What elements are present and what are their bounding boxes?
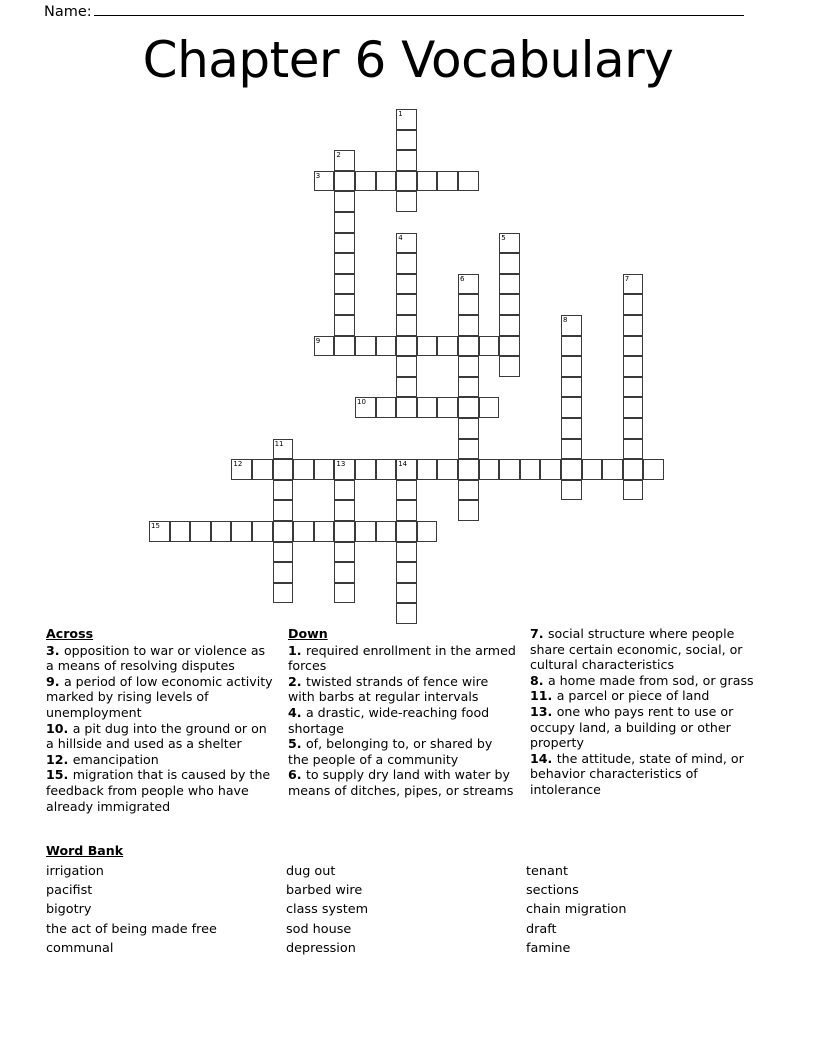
crossword-cell[interactable]	[437, 459, 458, 480]
crossword-cell[interactable]	[396, 315, 417, 336]
down-clue-list-part1	[288, 643, 516, 799]
crossword-cell[interactable]	[334, 294, 355, 315]
clue-item	[46, 767, 274, 814]
crossword-cell[interactable]	[623, 439, 644, 460]
crossword-cell[interactable]	[623, 377, 644, 398]
crossword-cell[interactable]	[417, 459, 438, 480]
clue-text: twisted strands of fence wire with barbs at regular intervals	[288, 673, 489, 705]
clue-item	[288, 705, 516, 736]
crossword-cell[interactable]	[582, 459, 603, 480]
crossword-cell[interactable]	[334, 212, 355, 233]
crossword-cell[interactable]	[458, 480, 479, 501]
crossword-cell[interactable]	[417, 171, 438, 192]
word-bank-word: pacifist	[46, 883, 93, 899]
crossword-cell[interactable]	[252, 521, 273, 542]
cell-number: 9	[315, 336, 321, 345]
crossword-cell[interactable]	[499, 274, 520, 295]
crossword-cell[interactable]	[417, 397, 438, 418]
clue-item	[530, 704, 758, 751]
crossword-cell[interactable]	[334, 336, 355, 357]
word-bank-column	[286, 862, 526, 958]
crossword-cell[interactable]	[623, 397, 644, 418]
crossword-cell[interactable]	[273, 521, 294, 542]
crossword-cell[interactable]	[273, 480, 294, 501]
crossword-cell[interactable]	[396, 336, 417, 357]
clue-text: emancipation	[72, 751, 159, 767]
clue-text: a home made from sod, or grass	[547, 672, 754, 688]
clue-number: 6.	[288, 767, 306, 783]
crossword-cell[interactable]	[149, 521, 170, 542]
crossword-cell[interactable]	[396, 233, 417, 254]
word-bank-word: dug out	[286, 864, 336, 879]
crossword-cell[interactable]	[314, 336, 335, 357]
crossword-cell[interactable]	[623, 336, 644, 357]
crossword-cell[interactable]	[479, 336, 500, 357]
name-label: Name:	[44, 4, 92, 20]
clue-item	[288, 674, 516, 705]
crossword-cell[interactable]	[293, 459, 314, 480]
crossword-cell[interactable]	[273, 562, 294, 583]
crossword-cell[interactable]	[273, 439, 294, 460]
crossword-cell[interactable]	[211, 521, 232, 542]
cell-number: 5	[501, 233, 506, 242]
cell-number: 10	[357, 398, 366, 407]
crossword-cell[interactable]	[334, 542, 355, 563]
crossword-cell[interactable]	[334, 191, 355, 212]
crossword-cell[interactable]	[540, 459, 561, 480]
word-bank-word: irrigation	[46, 864, 104, 879]
clue-number: 13.	[530, 703, 557, 719]
clue-item	[530, 673, 758, 689]
clue-text: required enrollment in the armed forces	[288, 642, 516, 674]
cell-number: 6	[460, 274, 465, 283]
crossword-cell[interactable]	[623, 418, 644, 439]
crossword-cell[interactable]	[437, 397, 458, 418]
word-bank-column	[46, 862, 286, 958]
crossword-cell[interactable]	[499, 356, 520, 377]
crossword-cell[interactable]	[643, 459, 664, 480]
word-bank-word: chain migration	[526, 902, 627, 918]
crossword-cell[interactable]	[499, 315, 520, 336]
crossword-cell[interactable]	[561, 356, 582, 377]
crossword-cell[interactable]	[355, 397, 376, 418]
page-title: Chapter 6 Vocabulary	[142, 31, 674, 89]
crossword-cell[interactable]	[396, 603, 417, 624]
clue-number: 15.	[46, 767, 73, 783]
cell-number: 11	[274, 439, 284, 448]
crossword-cell[interactable]	[376, 459, 397, 480]
clue-number: 8.	[530, 672, 548, 688]
clue-text: one who pays rent to use or occupy land, a building or other property	[530, 703, 734, 751]
crossword-cell[interactable]	[396, 542, 417, 563]
across-heading: Across	[46, 626, 94, 641]
crossword-cell[interactable]	[437, 336, 458, 357]
crossword-cell[interactable]	[437, 171, 458, 192]
crossword-cell[interactable]	[458, 294, 479, 315]
crossword-cell[interactable]	[355, 336, 376, 357]
clue-text: a parcel or piece of land	[556, 688, 710, 704]
crossword-cell[interactable]	[396, 459, 417, 480]
crossword-cell[interactable]	[417, 336, 438, 357]
word-bank-word: sections	[526, 883, 579, 899]
crossword-cell[interactable]	[458, 439, 479, 460]
crossword-cell[interactable]	[334, 233, 355, 254]
clue-number: 5.	[288, 736, 306, 752]
crossword-cell[interactable]	[623, 274, 644, 295]
word-bank-column	[526, 862, 766, 958]
crossword-cell[interactable]	[334, 562, 355, 583]
crossword-cell[interactable]	[458, 459, 479, 480]
clue-text: opposition to war or violence as a means of resolving disputes	[46, 642, 266, 674]
clue-text: of, belonging to, or shared by the people of a community	[288, 736, 493, 767]
crossword-cell[interactable]	[273, 459, 294, 480]
crossword-cell[interactable]	[355, 459, 376, 480]
crossword-cell[interactable]	[623, 356, 644, 377]
cell-number: 1	[398, 110, 403, 118]
crossword-cell[interactable]	[499, 253, 520, 274]
crossword-cell[interactable]	[231, 459, 252, 480]
clue-number: 14.	[530, 750, 557, 766]
crossword-cell[interactable]	[396, 562, 417, 583]
crossword-cell[interactable]	[231, 521, 252, 542]
crossword-cell[interactable]	[458, 315, 479, 336]
down-clue-list-part2	[530, 626, 758, 798]
word-bank-word: class system	[286, 902, 369, 918]
crossword-cell[interactable]	[499, 336, 520, 357]
crossword-cell[interactable]	[376, 336, 397, 357]
crossword-cell[interactable]	[355, 171, 376, 192]
clue-number: 11.	[530, 688, 557, 704]
cell-number: 8	[563, 316, 568, 324]
crossword-cell[interactable]	[334, 150, 355, 171]
crossword-cell[interactable]	[334, 521, 355, 542]
crossword-cell[interactable]	[396, 130, 417, 151]
word-bank-word: depression	[286, 940, 356, 956]
across-clue-list	[46, 643, 274, 815]
down-clues-column	[288, 626, 530, 814]
crossword-cell[interactable]	[334, 253, 355, 274]
clue-item	[46, 674, 274, 721]
clue-item	[288, 736, 516, 767]
clue-item	[46, 643, 274, 674]
crossword-cell[interactable]	[334, 583, 355, 604]
clue-number: 9.	[46, 673, 64, 689]
crossword-cell[interactable]	[499, 233, 520, 254]
crossword-cell[interactable]	[334, 480, 355, 501]
crossword-cell[interactable]	[602, 459, 623, 480]
clue-item	[46, 752, 274, 768]
word-bank-heading: Word Bank	[46, 843, 124, 858]
clue-text: to supply dry land with water by means of ditches, pipes, or streams	[288, 767, 514, 798]
crossword-cell[interactable]	[376, 171, 397, 192]
crossword-cell[interactable]	[314, 171, 335, 192]
crossword-cell[interactable]	[273, 500, 294, 521]
crossword-cell[interactable]	[623, 315, 644, 336]
crossword-cell[interactable]	[458, 336, 479, 357]
cell-number: 2	[336, 151, 341, 160]
crossword-cell[interactable]	[479, 459, 500, 480]
crossword-cell[interactable]	[561, 336, 582, 357]
word-bank-word: draft	[526, 921, 557, 937]
crossword-cell[interactable]	[479, 397, 500, 418]
clue-number: 7.	[530, 626, 548, 641]
clue-item	[288, 767, 516, 798]
crossword-cell[interactable]	[623, 480, 644, 501]
crossword-cell[interactable]	[623, 294, 644, 315]
cell-number: 4	[398, 233, 403, 242]
clue-number: 2.	[288, 673, 306, 689]
clue-number: 3.	[46, 642, 64, 658]
down-clues-column-continued	[530, 626, 772, 814]
cell-number: 3	[315, 171, 321, 180]
clue-number: 1.	[288, 642, 306, 658]
word-bank-word: famine	[526, 940, 571, 956]
cell-number: 12	[233, 460, 243, 469]
crossword-cell[interactable]	[396, 253, 417, 274]
crossword-cell[interactable]	[273, 583, 294, 604]
crossword-cell[interactable]	[355, 521, 376, 542]
crossword-cell[interactable]	[417, 521, 438, 542]
crossword-cell[interactable]	[396, 377, 417, 398]
clue-item	[530, 751, 758, 798]
crossword-cell[interactable]	[314, 521, 335, 542]
clue-text: a drastic, wide-reaching food shortage	[288, 704, 490, 736]
crossword-cell[interactable]	[334, 500, 355, 521]
crossword-cell[interactable]	[458, 397, 479, 418]
crossword-cell[interactable]	[170, 521, 191, 542]
clue-text: a pit dug into the ground or on a hillside and used as a shelter	[46, 720, 267, 752]
clue-text: a period of low economic activity marked by rising levels of unemployment	[46, 673, 273, 720]
clue-item	[288, 643, 516, 674]
clue-item	[46, 721, 274, 752]
cell-number: 13	[336, 460, 346, 469]
crossword-cell[interactable]	[334, 274, 355, 295]
crossword-cell[interactable]	[396, 480, 417, 501]
crossword-cell[interactable]	[396, 150, 417, 171]
word-bank-word: the act of being made free	[46, 921, 217, 937]
clue-number: 12.	[46, 751, 73, 767]
clues-section	[46, 626, 772, 814]
crossword-cell[interactable]	[458, 356, 479, 377]
cell-number: 7	[624, 274, 630, 283]
crossword-cell[interactable]	[623, 459, 644, 480]
clue-number: 10.	[46, 720, 73, 736]
cell-number: 15	[151, 522, 160, 530]
word-bank-word: tenant	[526, 864, 568, 879]
crossword-cell[interactable]	[396, 500, 417, 521]
down-heading: Down	[288, 626, 328, 641]
crossword-cell[interactable]	[396, 274, 417, 295]
clue-item	[530, 688, 758, 704]
clue-text: social structure where people share certain economic, social, or cultural characteristics	[530, 626, 743, 673]
crossword-cell[interactable]	[334, 459, 355, 480]
word-bank-section	[46, 843, 772, 958]
crossword-cell[interactable]	[458, 274, 479, 295]
clue-number: 4.	[288, 704, 306, 720]
clue-item	[530, 626, 758, 673]
crossword-cell[interactable]	[396, 521, 417, 542]
crossword-cell[interactable]	[190, 521, 211, 542]
crossword-cell[interactable]	[561, 418, 582, 439]
crossword-cell[interactable]	[561, 315, 582, 336]
crossword-cell[interactable]	[376, 397, 397, 418]
word-bank-word: sod house	[286, 921, 352, 937]
crossword-cell[interactable]	[293, 521, 314, 542]
crossword-cell[interactable]	[396, 294, 417, 315]
crossword-cell[interactable]	[458, 418, 479, 439]
crossword-cell[interactable]	[314, 459, 335, 480]
crossword-cell[interactable]	[561, 459, 582, 480]
crossword-cell[interactable]	[561, 439, 582, 460]
word-bank-columns	[46, 862, 772, 958]
crossword-cell[interactable]	[561, 480, 582, 501]
crossword-cell[interactable]	[499, 294, 520, 315]
crossword-cell[interactable]	[396, 583, 417, 604]
word-bank-word: barbed wire	[286, 883, 363, 899]
crossword-cell[interactable]	[458, 377, 479, 398]
crossword-cell[interactable]	[376, 521, 397, 542]
crossword-cell[interactable]	[396, 109, 417, 130]
clue-text: the attitude, state of mind, or behavior characteristics of intolerance	[530, 750, 744, 797]
crossword-cell[interactable]	[396, 191, 417, 212]
crossword-cell[interactable]	[334, 171, 355, 192]
crossword-cell[interactable]	[396, 171, 417, 192]
crossword-cell[interactable]	[561, 397, 582, 418]
crossword-cell[interactable]	[252, 459, 273, 480]
crossword-cell[interactable]	[499, 459, 520, 480]
crossword-cell[interactable]	[520, 459, 541, 480]
crossword-cell[interactable]	[396, 356, 417, 377]
crossword-cell[interactable]	[458, 500, 479, 521]
crossword-cell[interactable]	[458, 171, 479, 192]
cell-number: 14	[398, 460, 408, 469]
word-bank-word: communal	[46, 940, 114, 956]
crossword-cell[interactable]	[396, 397, 417, 418]
crossword-cell[interactable]	[561, 377, 582, 398]
across-clues-column	[46, 626, 288, 814]
clue-text: migration that is caused by the feedback from people who have already immigrated	[46, 767, 271, 814]
word-bank-word: bigotry	[46, 902, 92, 918]
crossword-cell[interactable]	[273, 542, 294, 563]
crossword-cell[interactable]	[334, 315, 355, 336]
